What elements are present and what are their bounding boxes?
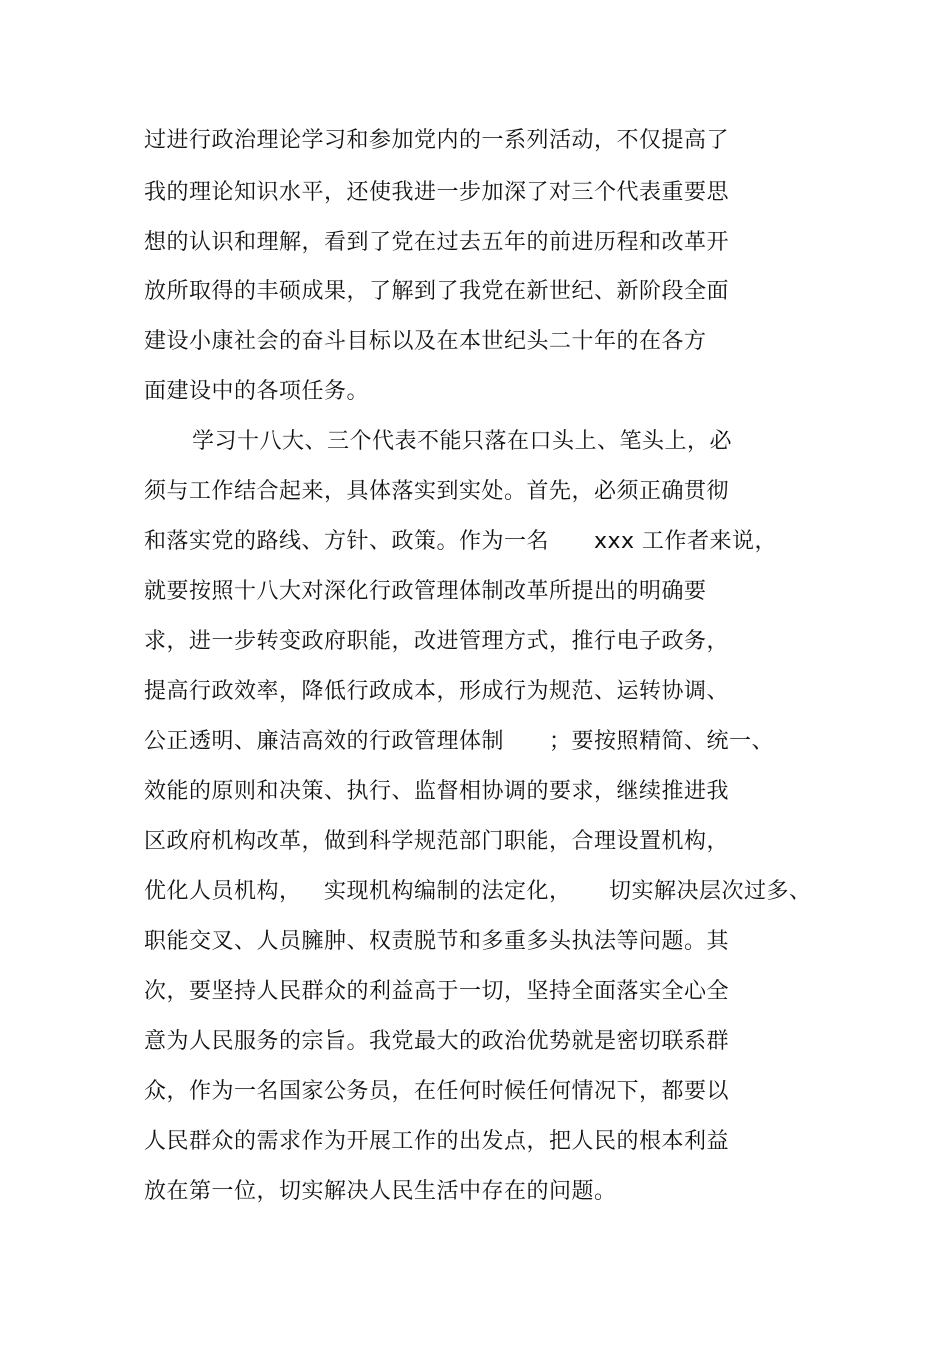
text-line: 公正透明、廉洁高效的行政管理体制 ；要按照精简、统一、: [144, 729, 774, 754]
text-line: 次，要坚持人民群众的利益高于一切，坚持全面落实全心全: [144, 979, 730, 1004]
text-line: 面建设中的各项任务。: [144, 379, 370, 404]
text-line: 众，作为一名国家公务员，在任何时候任何情况下，都要以: [144, 1079, 730, 1104]
text-line: 提高行政效率，降低行政成本，形成行为规范、运转协调、: [144, 679, 730, 704]
text-line: 优化人员机构， 实现机构编制的法定化， 切实解决层次过多、: [144, 879, 812, 904]
text-line: 须与工作结合起来，具体落实到实处。首先，必须正确贯彻: [144, 479, 730, 504]
text-line: 意为人民服务的宗旨。我党最大的政治优势就是密切联系群: [144, 1029, 730, 1054]
text-line: 过进行政治理论学习和参加党内的一系列活动，不仅提高了: [144, 128, 730, 153]
text-line: 职能交叉、人员臃肿、权责脱节和多重多头执法等问题。其: [144, 929, 730, 954]
text-line: 求，进一步转变政府职能，改进管理方式，推行电子政务，: [144, 629, 730, 654]
text-line: 我的理论知识水平，还使我进一步加深了对三个代表重要思: [144, 180, 730, 205]
text-line: 区政府机构改革，做到科学规范部门职能，合理设置机构，: [144, 829, 730, 854]
paragraph-first-line: 学习十八大、三个代表不能只落在口头上、笔头上，必: [192, 429, 733, 454]
text-line: 就要按照十八大对深化行政管理体制改革所提出的明确要: [144, 579, 707, 604]
text-line: 和落实党的路线、方针、政策。作为一名 xxx 工作者来说，: [144, 529, 778, 554]
text-line: 效能的原则和决策、执行、监督相协调的要求，继续推进我: [144, 779, 730, 804]
text-line: 放在第一位，切实解决人民生活中存在的问题。: [144, 1179, 617, 1204]
text-line: 想的认识和理解，看到了党在过去五年的前进历程和改革开: [144, 230, 730, 255]
text-line: 建设小康社会的奋斗目标以及在本世纪头二十年的在各方: [144, 329, 707, 354]
text-line: 放所取得的丰硕成果，了解到了我党在新世纪、新阶段全面: [144, 279, 730, 304]
text-line: 人民群众的需求作为开展工作的出发点，把人民的根本利益: [144, 1129, 730, 1154]
